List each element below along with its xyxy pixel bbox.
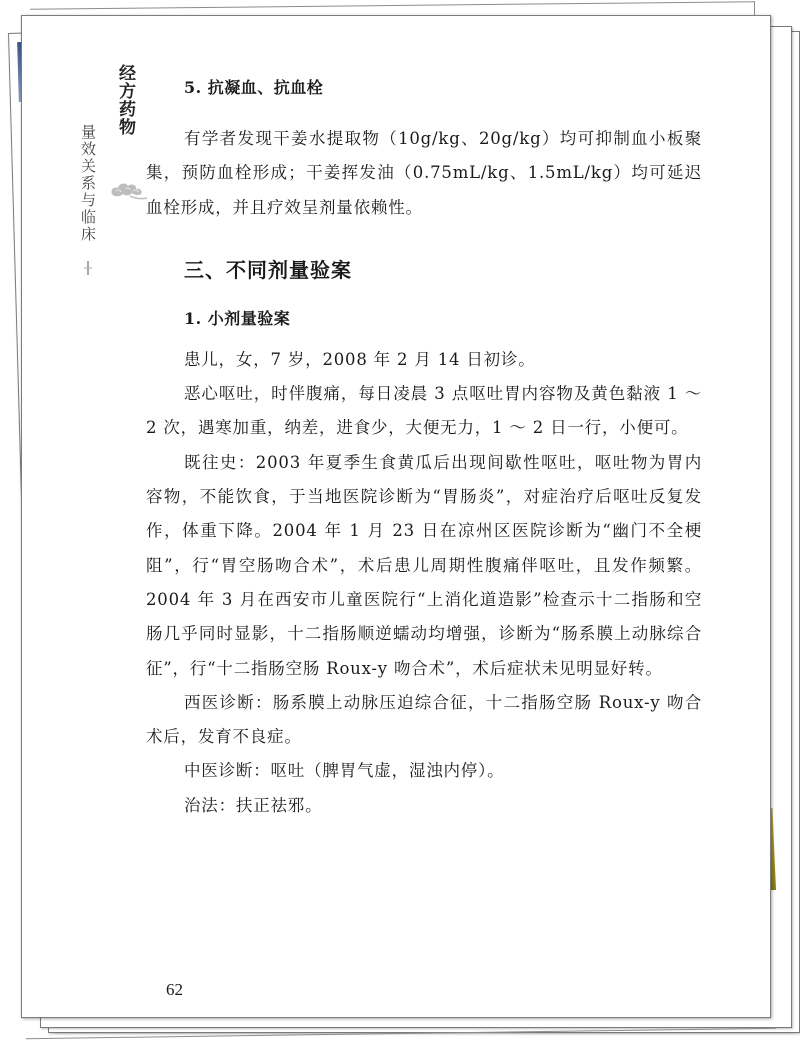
paragraph-patient-info: 患儿，女，7 岁，2008 年 2 月 14 日初诊。 (184, 349, 536, 369)
book-subtitle: 量效关系与临床 (79, 124, 97, 243)
paragraph-history: 既往史：2003 年夏季生食黄瓜后出现间歇性呕吐，呕吐物为胃内容物，不能饮食，于当地医院诊断为“胃肠炎”，对症治疗后呕吐反复发作，体重下降。2004 年 1 月 23 日在凉州区医院诊断为“幽门不全梗阻”，行“胃空肠吻合术”，术后患儿周期性腹痛伴呕吐，且发作频繁。2004 年 3 月在西安市儿童医院行“上消化道造影”检查示十二指肠和空肠几乎同时显影，十二指肠顺逆蠕动均增强，诊断为“肠系膜上动脉综合征”，行“十二指肠空肠 Roux-y 吻合术”，术后症状未见明显好转。 (146, 452, 702, 678)
paragraph-tcm-diagnosis: 中医诊断：呕吐（脾胃气虚，湿浊内停）。 (184, 761, 505, 781)
paragraph-anticoagulant: 有学者发现干姜水提取物（10g/kg、20g/kg）均可抑制血小板聚集，预防血栓形成；干姜挥发油（0.75mL/kg、1.5mL/kg）均可延迟血栓形成，并且疗效呈剂量依赖性。 (146, 129, 702, 217)
book-title: 经方药物 (115, 64, 135, 136)
small-cross-marker-icon (81, 261, 95, 275)
page-number: 62 (166, 980, 183, 999)
subsection-heading-anticoagulant: 5. 抗凝血、抗血栓 (184, 78, 324, 97)
paragraph-symptoms: 恶心呕吐，时伴腹痛，每日凌晨 3 点呕吐胃内容物及黄色黏液 1 ～ 2 次，遇寒加重，纳差，进食少，大便无力，1 ～ 2 日一行，小便可。 (146, 384, 702, 438)
page-content (146, 76, 702, 823)
subsection-heading-small-dose: 1. 小剂量验案 (184, 308, 291, 328)
main-page (21, 15, 771, 1018)
paragraph-western-diagnosis: 西医诊断：肠系膜上动脉压迫综合征，十二指肠空肠 Roux-y 吻合术后，发育不良症。 (146, 692, 702, 747)
paragraph-treatment: 治法：扶正祛邪。 (184, 795, 323, 815)
running-head (78, 64, 138, 284)
section-heading-dose-cases: 三、不同剂量验案 (184, 257, 352, 282)
auspicious-cloud-icon (108, 180, 148, 202)
